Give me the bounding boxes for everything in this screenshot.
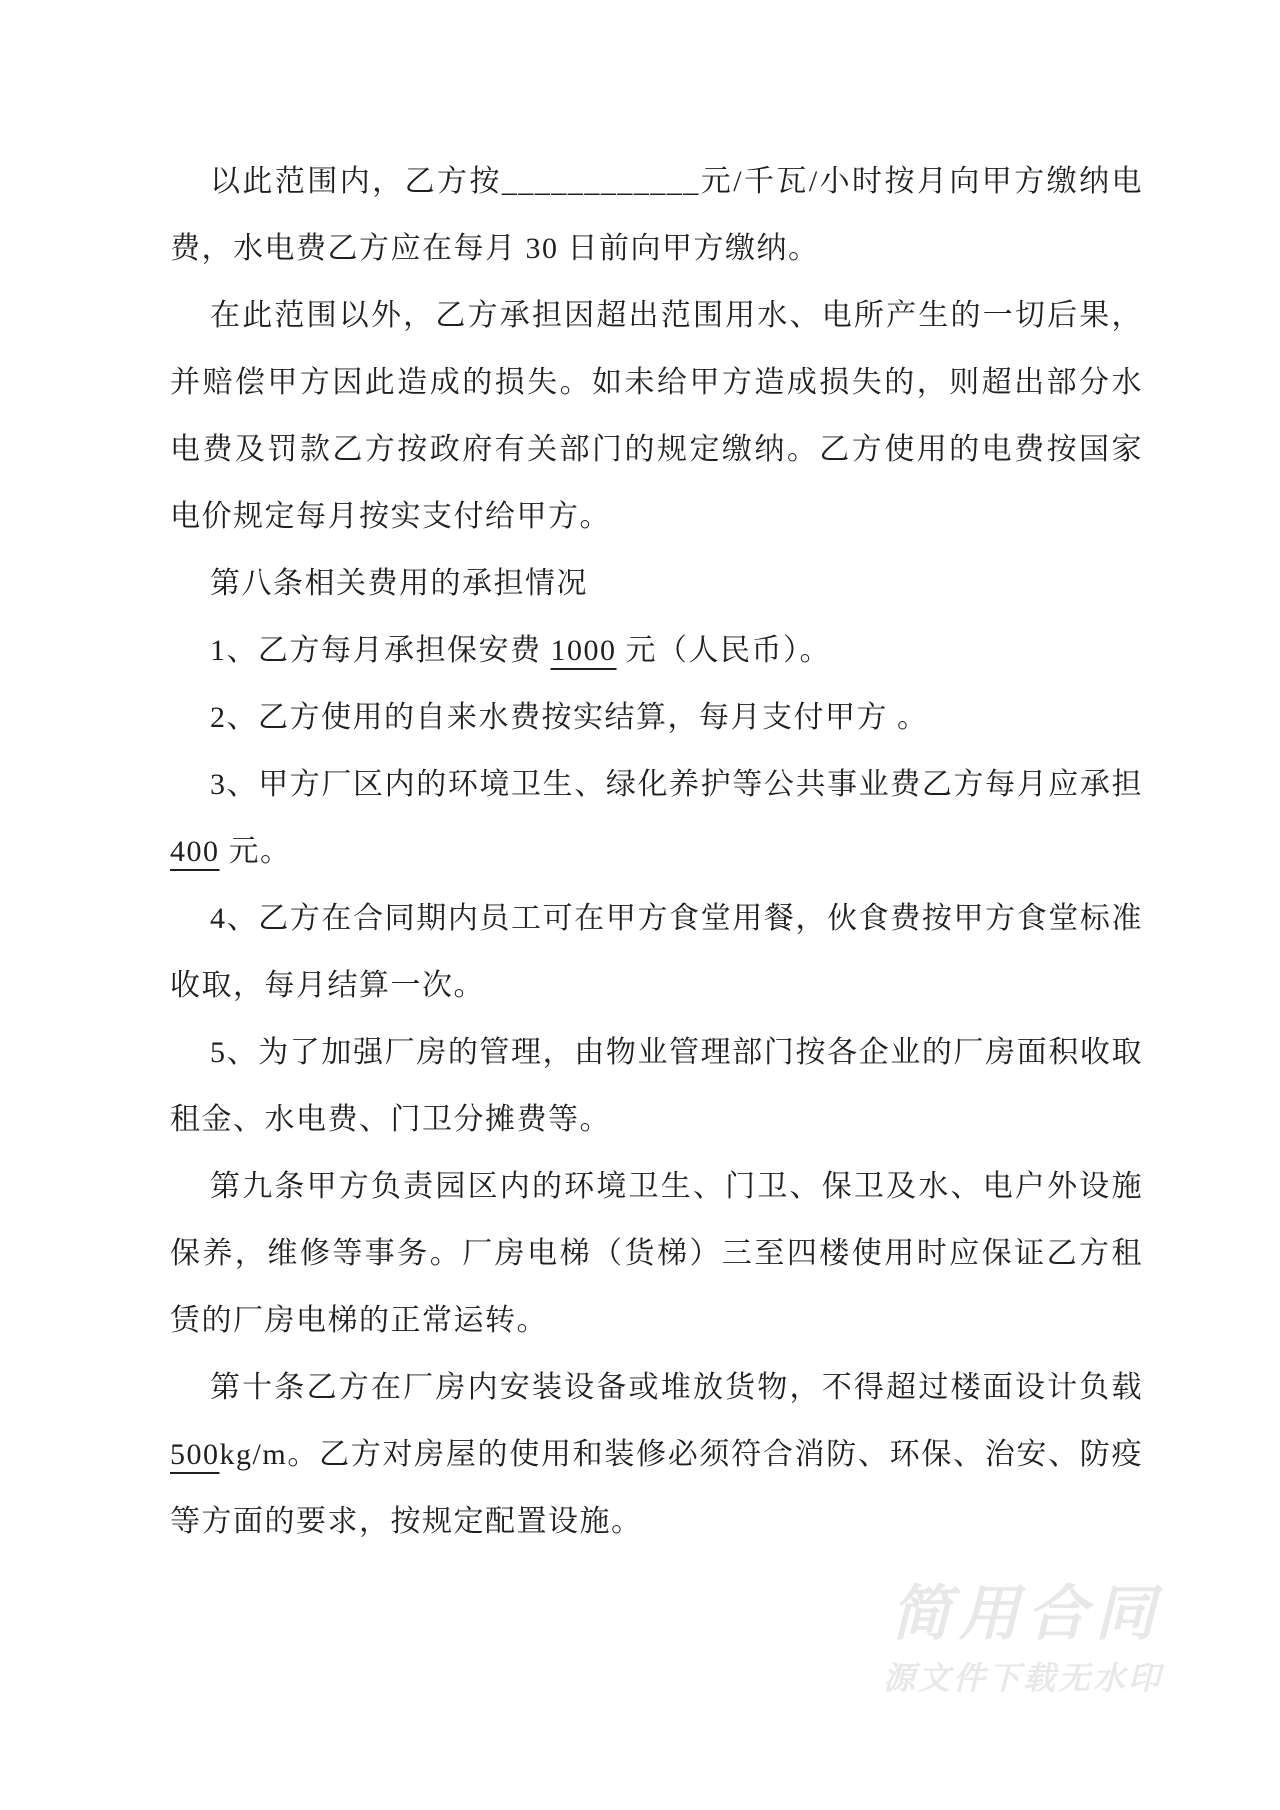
paragraph-text: 3、甲方厂区内的环境卫生、绿化养护等公共事业费乙方每月应承担 — [210, 768, 1143, 801]
filled-in-value: 400 — [170, 835, 220, 868]
paragraph-text: 以此范围内，乙方按____________元/千瓦/小时按月向甲方缴纳电费，水电费乙方应在每月 30 日前向甲方缴纳。 — [170, 165, 1143, 265]
contract-paragraph — [170, 751, 1143, 885]
filled-in-value: 500 — [170, 1438, 220, 1471]
contract-paragraph — [170, 885, 1143, 1019]
paragraph-text: 1、乙方每月承担保安费 — [210, 634, 551, 667]
contract-paragraph — [170, 684, 1143, 751]
paragraph-text: 元（人民币）。 — [616, 634, 831, 667]
paragraph-text: 4、乙方在合同期内员工可在甲方食堂用餐，伙食费按甲方食堂标准收取，每月结算一次。 — [170, 902, 1143, 1002]
paragraph-text: 2、乙方使用的自来水费按实结算，每月支付甲方 。 — [210, 701, 929, 734]
watermark-tagline: 源文件下载无水印 — [882, 1660, 1163, 1696]
paragraph-text: 5、为了加强厂房的管理，由物业管理部门按各企业的厂房面积收取租金、水电费、门卫分摊费等。 — [170, 1036, 1143, 1136]
paragraph-text: 第十条乙方在厂房内安装设备或堆放货物，不得超过楼面设计负载 — [210, 1371, 1143, 1404]
contract-paragraph — [170, 1153, 1143, 1354]
contract-paragraph — [170, 148, 1143, 282]
contract-paragraph — [170, 1019, 1143, 1153]
paragraph-text: 第八条相关费用的承担情况 — [210, 567, 588, 600]
watermark-brand: 简用合同 — [891, 1580, 1163, 1647]
contract-body-text — [170, 148, 1143, 1555]
contract-paragraph — [170, 1354, 1143, 1555]
filled-in-value: 1000 — [550, 634, 617, 667]
paragraph-text: 在此范围以外，乙方承担因超出范围用水、电所产生的一切后果，并赔偿甲方因此造成的损失。如未给甲方造成损失的，则超出部分水电费及罚款乙方按政府有关部门的规定缴纳。乙方使用的电费按国家电价规定每月按实支付给甲方。 — [170, 299, 1143, 533]
contract-paragraph — [170, 550, 1143, 617]
contract-paragraph — [170, 617, 1143, 684]
paragraph-text: 第九条甲方负责园区内的环境卫生、门卫、保卫及水、电户外设施保养，维修等事务。厂房电梯（货梯）三至四楼使用时应保证乙方租赁的厂房电梯的正常运转。 — [170, 1170, 1143, 1337]
paragraph-text: kg/m。乙方对房屋的使用和装修必须符合消防、环保、治安、防疫等方面的要求，按规定配置设施。 — [170, 1438, 1143, 1538]
contract-paragraph — [170, 282, 1143, 550]
watermark — [883, 1582, 1163, 1696]
paragraph-text: 元。 — [219, 835, 292, 868]
